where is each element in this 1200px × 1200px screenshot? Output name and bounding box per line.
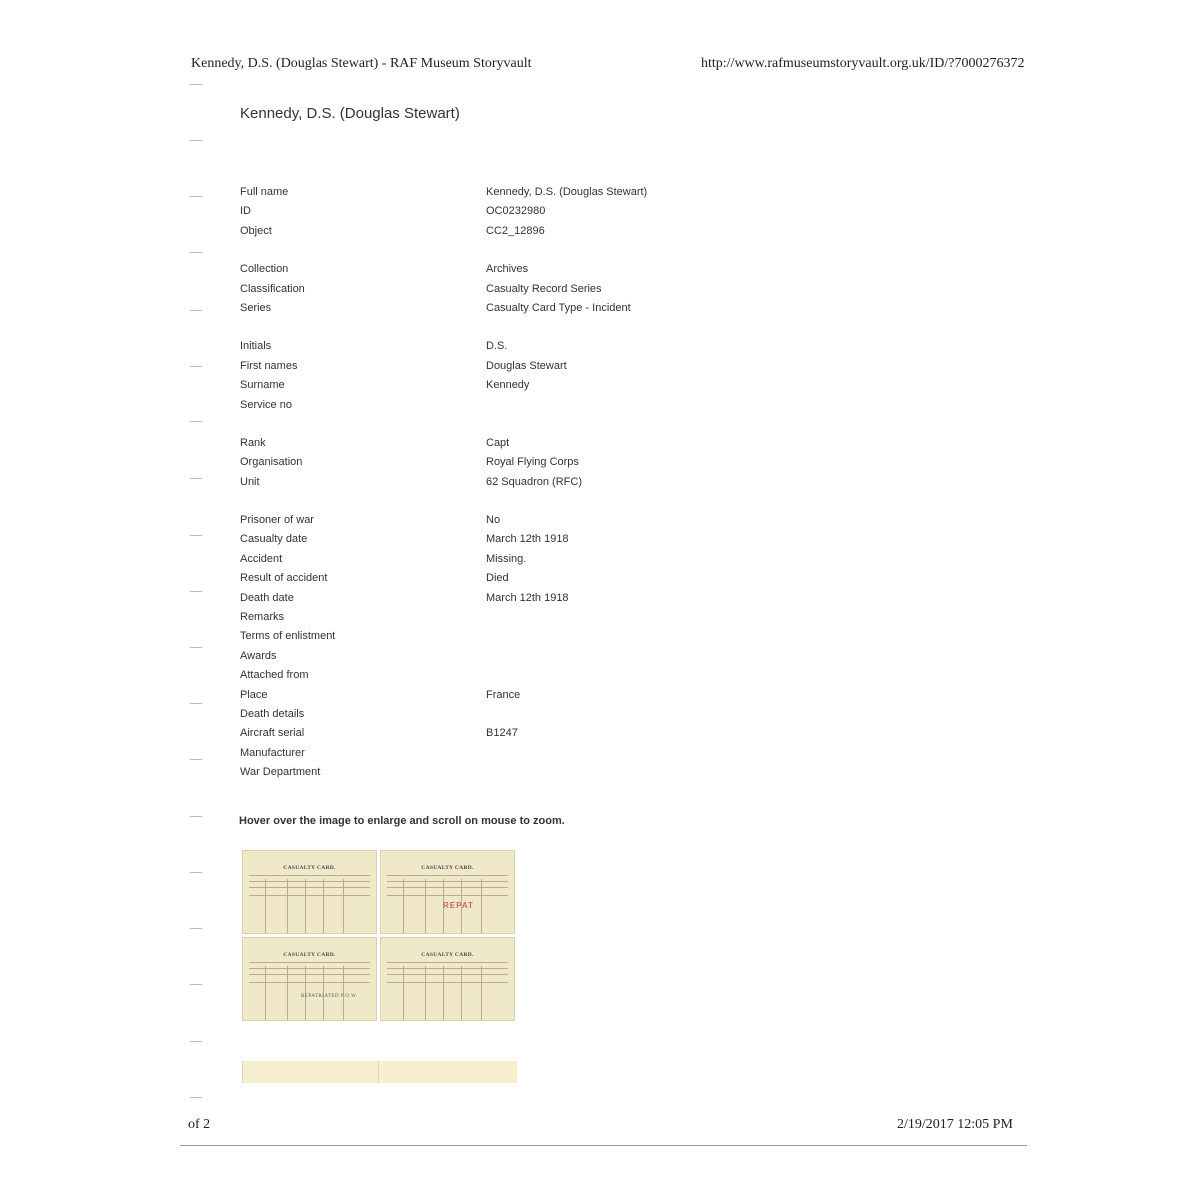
detail-label: Surname [240, 379, 285, 392]
detail-row [240, 473, 800, 492]
detail-row [240, 396, 800, 415]
detail-label: Organisation [240, 456, 303, 469]
detail-label: Object [240, 224, 272, 237]
record-details [240, 183, 800, 783]
detail-label: Aircraft serial [240, 727, 305, 740]
detail-value: Kennedy, D.S. (Douglas Stewart) [486, 186, 648, 198]
detail-value: March 12th 1918 [486, 591, 569, 604]
detail-value: D.S. [486, 340, 508, 353]
detail-value: Archives [486, 263, 529, 276]
card-heading: CASUALTY CARD. [283, 952, 336, 958]
detail-row [240, 666, 800, 685]
detail-label: Collection [240, 263, 289, 276]
detail-row [240, 260, 800, 279]
detail-label: Death details [240, 707, 305, 720]
detail-value: Capt [486, 436, 510, 449]
detail-label: Manufacturer [240, 746, 305, 759]
print-timestamp: 2/19/2017 12:05 PM [897, 1117, 1013, 1132]
detail-row [240, 183, 800, 202]
detail-label: ID [240, 205, 251, 218]
detail-group-identity [240, 183, 800, 241]
detail-row [240, 608, 800, 627]
detail-row [240, 376, 800, 395]
detail-row [240, 569, 800, 588]
detail-row [240, 724, 800, 743]
detail-group-name [240, 337, 800, 415]
detail-label: First names [240, 359, 298, 372]
detail-label: Place [240, 688, 268, 701]
scan-margin-ticks [190, 0, 206, 1200]
detail-value: B1247 [486, 727, 518, 740]
casualty-card-image[interactable] [242, 850, 377, 934]
detail-row [240, 647, 800, 666]
detail-row [240, 550, 800, 569]
detail-label: Result of accident [240, 572, 328, 585]
detail-group-collection [240, 260, 800, 318]
detail-value: 62 Squadron (RFC) [486, 475, 582, 488]
detail-label: Casualty date [240, 533, 308, 546]
casualty-card-gallery[interactable] [242, 850, 516, 1022]
detail-value: Royal Flying Corps [486, 456, 579, 469]
detail-label: Initials [240, 340, 272, 353]
detail-row [240, 453, 800, 472]
casualty-card-image[interactable] [380, 937, 515, 1021]
detail-label: Remarks [240, 611, 285, 624]
image-strip-partial [242, 1061, 517, 1083]
detail-row [240, 627, 800, 646]
detail-row [240, 511, 800, 530]
detail-label: Classification [240, 282, 305, 295]
detail-value: CC2_12896 [486, 224, 545, 237]
detail-row [240, 357, 800, 376]
casualty-card-image[interactable] [380, 850, 515, 934]
detail-row [240, 280, 800, 299]
detail-label: Terms of enlistment [240, 630, 336, 643]
detail-group-casualty [240, 511, 800, 782]
detail-row [240, 705, 800, 724]
card-note: REPATRIATED P.O.W. [301, 994, 358, 999]
detail-value: Kennedy [486, 379, 530, 392]
detail-label: Accident [240, 552, 283, 565]
detail-row [240, 530, 800, 549]
detail-label: Series [240, 301, 272, 314]
detail-label: Prisoner of war [240, 514, 314, 527]
detail-value: OC0232980 [486, 205, 546, 218]
detail-label: Unit [240, 475, 260, 488]
detail-label: Full name [240, 186, 289, 198]
detail-label: Attached from [240, 669, 309, 682]
detail-value: Died [486, 572, 509, 585]
detail-value: Douglas Stewart [486, 359, 567, 372]
print-header-url[interactable]: http://www.rafmuseumstoryvault.org.uk/ID/?7000276372 [701, 56, 1025, 71]
detail-row [240, 686, 800, 705]
detail-row [240, 299, 800, 318]
detail-row [240, 763, 800, 782]
detail-value: March 12th 1918 [486, 533, 569, 546]
detail-value: Missing. [486, 552, 527, 565]
detail-value: Casualty Record Series [486, 282, 602, 295]
detail-row [240, 589, 800, 608]
page-number: of 2 [188, 1117, 211, 1132]
detail-label: War Department [240, 766, 321, 779]
detail-row [240, 434, 800, 453]
detail-row [240, 222, 800, 241]
image-zoom-hint: Hover over the image to enlarge and scroll on mouse to zoom. [239, 815, 565, 827]
card-heading: CASUALTY CARD. [421, 865, 474, 871]
card-stamp: REPAT [443, 901, 474, 910]
detail-value: No [486, 514, 501, 527]
card-heading: CASUALTY CARD. [421, 952, 474, 958]
detail-value: Casualty Card Type - Incident [486, 301, 631, 314]
detail-group-service [240, 434, 800, 492]
page-title: Kennedy, D.S. (Douglas Stewart) [240, 105, 460, 122]
detail-value: France [486, 688, 521, 701]
detail-row [240, 337, 800, 356]
detail-row [240, 202, 800, 221]
casualty-card-image[interactable] [242, 937, 377, 1021]
detail-label: Death date [240, 591, 294, 604]
detail-label: Rank [240, 436, 266, 449]
detail-label: Awards [240, 649, 277, 662]
detail-row [240, 744, 800, 763]
card-heading: CASUALTY CARD. [283, 865, 336, 871]
detail-label: Service no [240, 398, 292, 411]
print-header-title: Kennedy, D.S. (Douglas Stewart) - RAF Museum Storyvault [191, 56, 532, 71]
footer-rule [180, 1145, 1027, 1146]
